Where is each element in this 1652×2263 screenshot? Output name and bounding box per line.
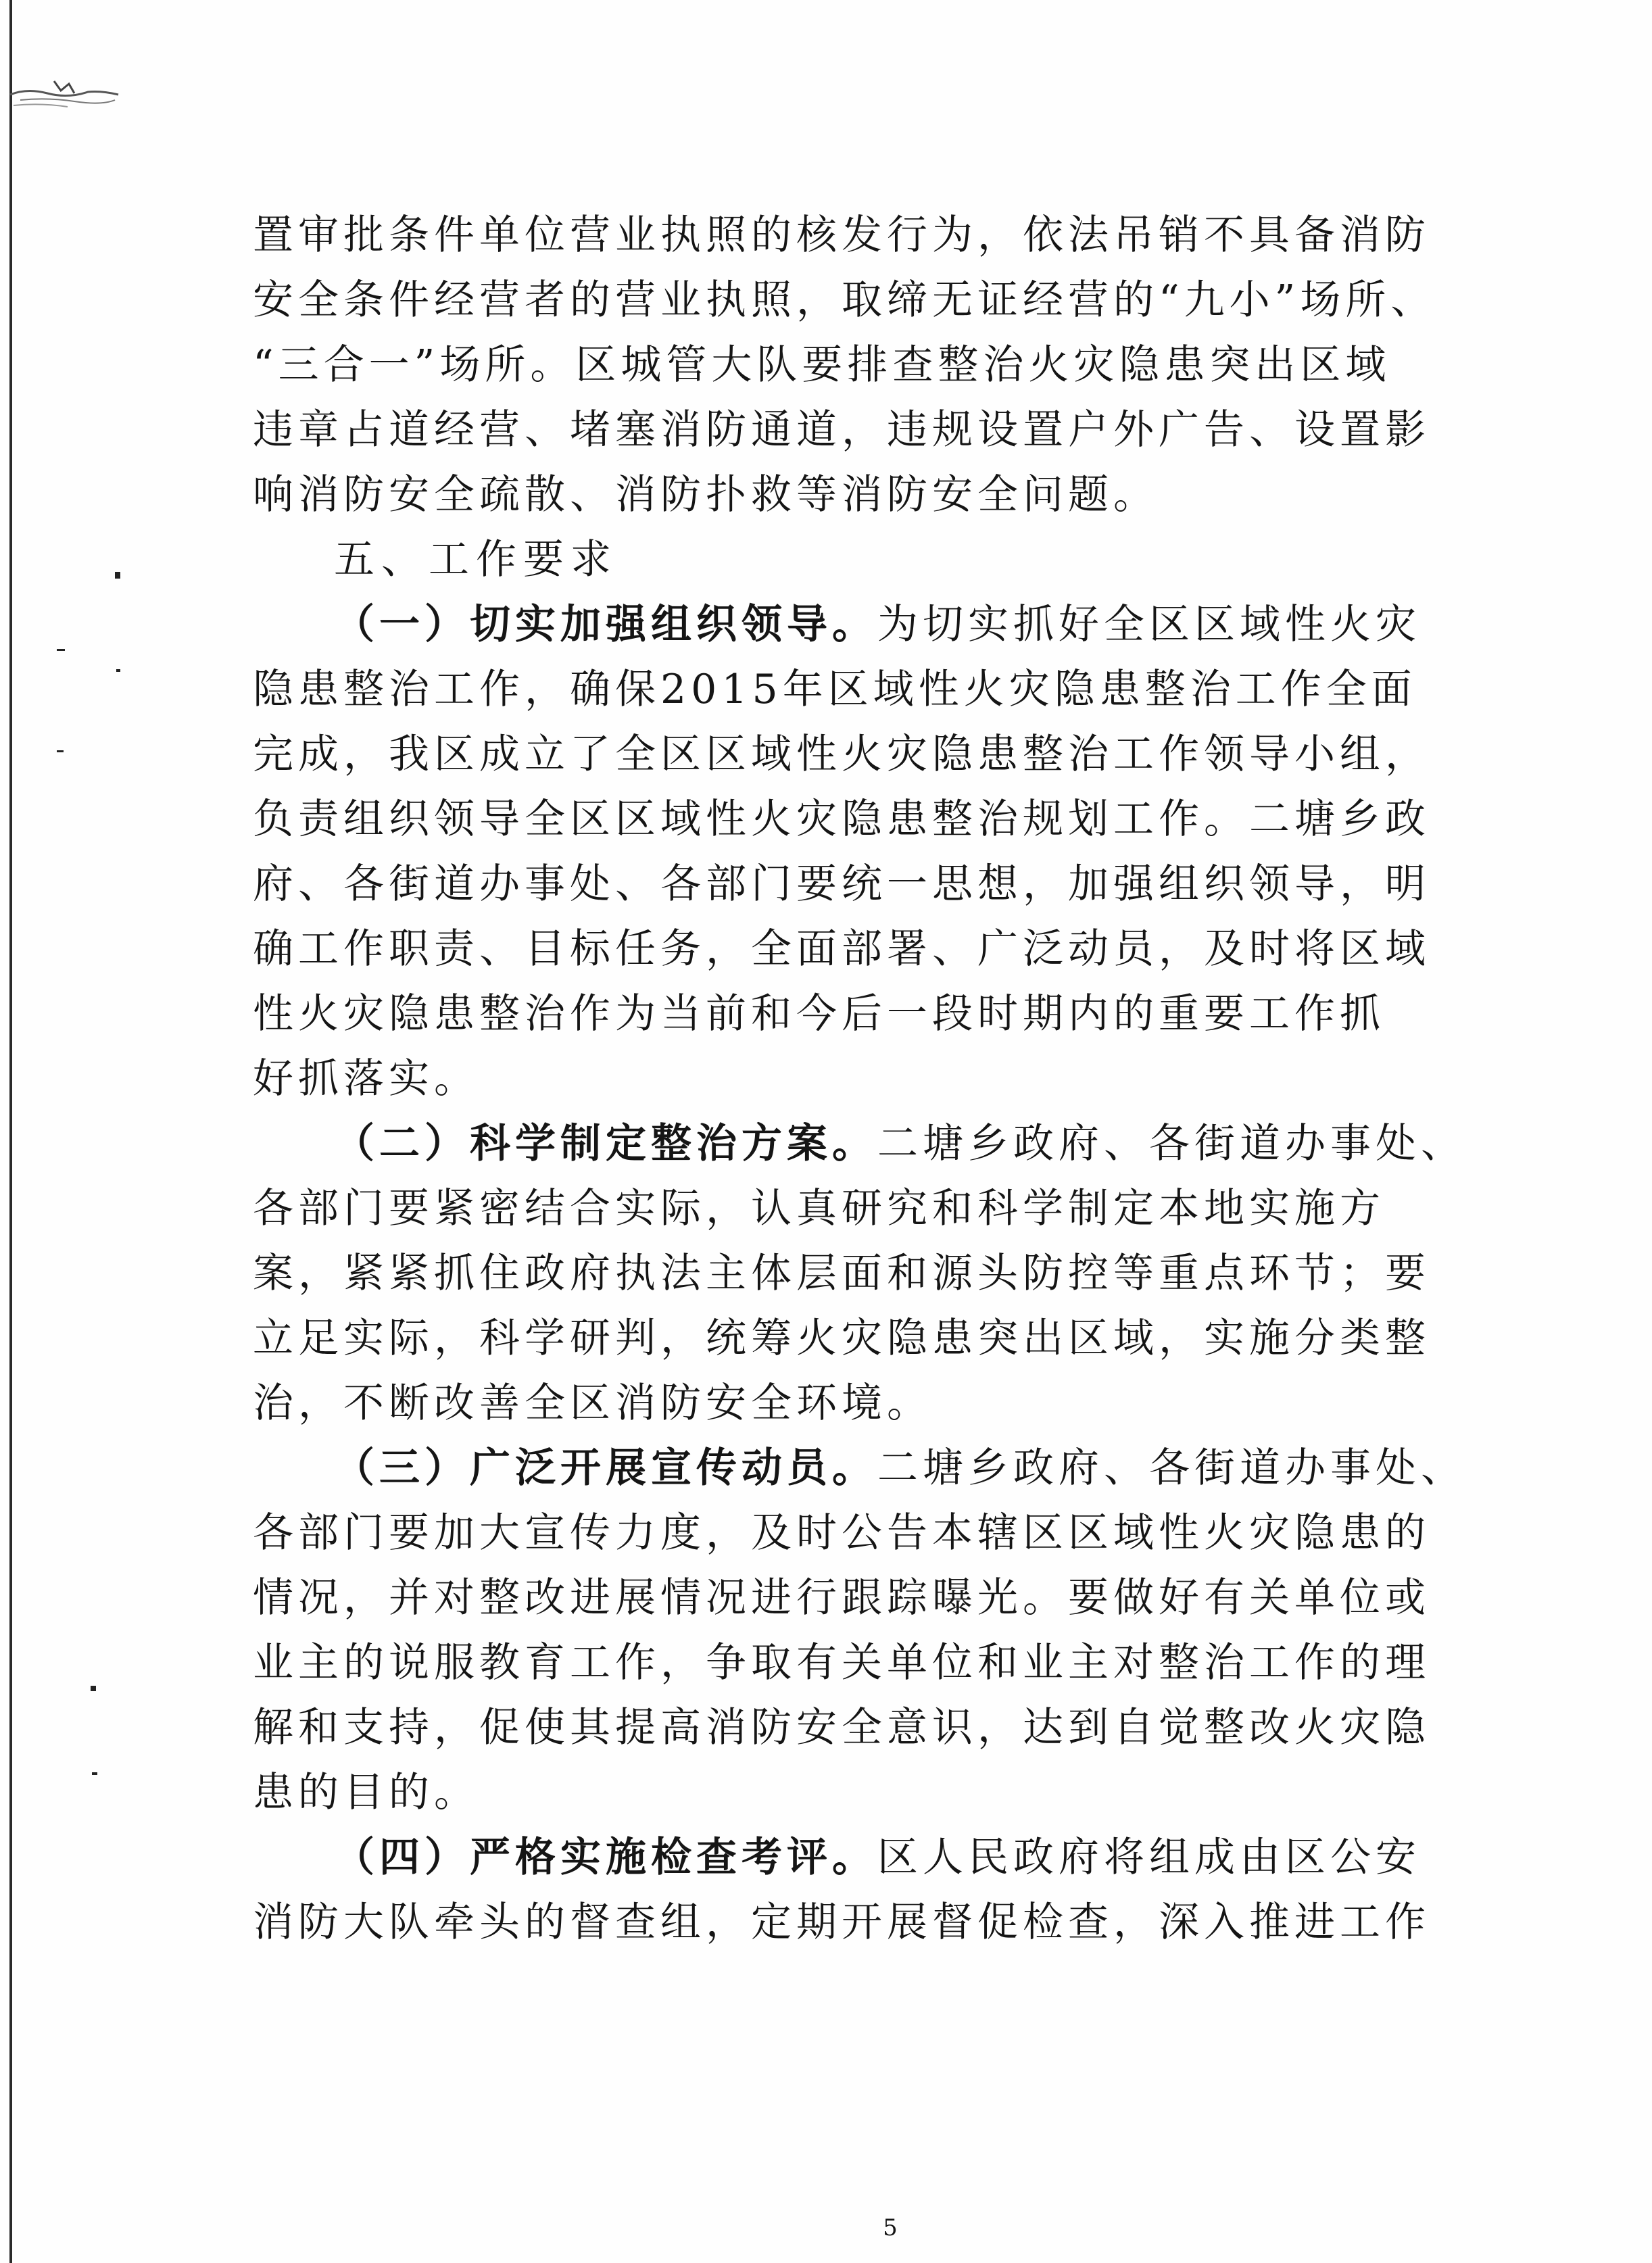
page-number: 5 <box>883 2214 898 2241</box>
body-text-line: 各部门要紧密结合实际，认真研究和科学制定本地实施方 <box>253 1185 1385 1232</box>
scan-speck <box>115 572 120 579</box>
paragraph-first-line <box>253 1111 1466 1176</box>
body-text-line: 响消防安全疏散、消防扑救等消防安全问题。 <box>253 471 1159 518</box>
scan-speck <box>57 649 65 651</box>
paragraph-first-line <box>253 1825 1429 1890</box>
paragraph-lead-heading: （三）广泛开展宣传动员。 <box>334 1444 877 1492</box>
scan-speck <box>91 1686 96 1691</box>
body-text-fragment: 二塘乡政府、各街道办事处、 <box>877 1120 1466 1167</box>
paragraph-first-line <box>253 1436 1466 1501</box>
scan-speck <box>57 750 64 752</box>
body-text-fragment: 为切实抓好全区区域性火灾 <box>877 601 1421 648</box>
body-text-line: 完成，我区成立了全区区域性火灾隐患整治工作领导小组， <box>253 731 1430 778</box>
document-body <box>253 203 1466 1955</box>
section-heading: 五、工作要求 <box>334 536 618 583</box>
body-text-fragment: 区人民政府将组成由区公安 <box>877 1834 1421 1881</box>
corner-scribble-mark <box>7 68 122 115</box>
scan-speck <box>116 669 120 672</box>
scan-edge-line <box>9 0 12 2263</box>
body-text-line: “三合一”场所。区城管大队要排查整治火灾隐患突出区域 <box>253 341 1391 389</box>
body-text-line: 解和支持，促使其提高消防安全意识，达到自觉整改火灾隐 <box>253 1704 1430 1751</box>
paragraph-lead-heading: （二）科学制定整治方案。 <box>334 1120 877 1167</box>
body-text-line: 情况，并对整改进展情况进行跟踪曝光。要做好有关单位或 <box>253 1574 1430 1622</box>
body-text-line: 业主的说服教育工作，争取有关单位和业主对整治工作的理 <box>253 1639 1430 1686</box>
body-text-line: 患的目的。 <box>253 1769 479 1816</box>
body-text-fragment: 二塘乡政府、各街道办事处、 <box>877 1444 1466 1492</box>
body-text-line: 安全条件经营者的营业执照，取缔无证经营的“九小”场所、 <box>253 276 1436 324</box>
body-text-line: 案，紧紧抓住政府执法主体层面和源头防控等重点环节；要 <box>253 1250 1430 1297</box>
body-text-line: 负责组织领导全区区域性火灾隐患整治规划工作。二塘乡政 <box>253 796 1430 843</box>
body-text-line: 消防大队牵头的督查组，定期开展督促检查，深入推进工作 <box>253 1899 1430 1946</box>
body-text-line: 隐患整治工作，确保2015年区域性火灾隐患整治工作全面 <box>253 666 1417 713</box>
paragraph-lead-heading: （四）严格实施检查考评。 <box>334 1834 877 1881</box>
paragraph-lead-heading: （一）切实加强组织领导。 <box>334 601 877 648</box>
paragraph-first-line <box>253 592 1429 657</box>
body-text-line: 治，不断改善全区消防安全环境。 <box>253 1380 932 1427</box>
body-text-line: 立足实际，科学研判，统筹火灾隐患突出区域，实施分类整 <box>253 1315 1430 1362</box>
body-text-line: 置审批条件单位营业执照的核发行为，依法吊销不具备消防 <box>253 212 1430 259</box>
body-text-line: 好抓落实。 <box>253 1055 479 1102</box>
body-text-line: 各部门要加大宣传力度，及时公告本辖区区域性火灾隐患的 <box>253 1509 1430 1557</box>
scan-speck <box>92 1772 97 1775</box>
body-text-line: 性火灾隐患整治作为当前和今后一段时期内的重要工作抓 <box>253 990 1385 1038</box>
body-text-line: 违章占道经营、堵塞消防通道，违规设置户外广告、设置影 <box>253 406 1430 454</box>
body-text-line: 确工作职责、目标任务，全面部署、广泛动员，及时将区域 <box>253 925 1430 973</box>
body-text-line: 府、各街道办事处、各部门要统一思想，加强组织领导，明 <box>253 860 1430 908</box>
